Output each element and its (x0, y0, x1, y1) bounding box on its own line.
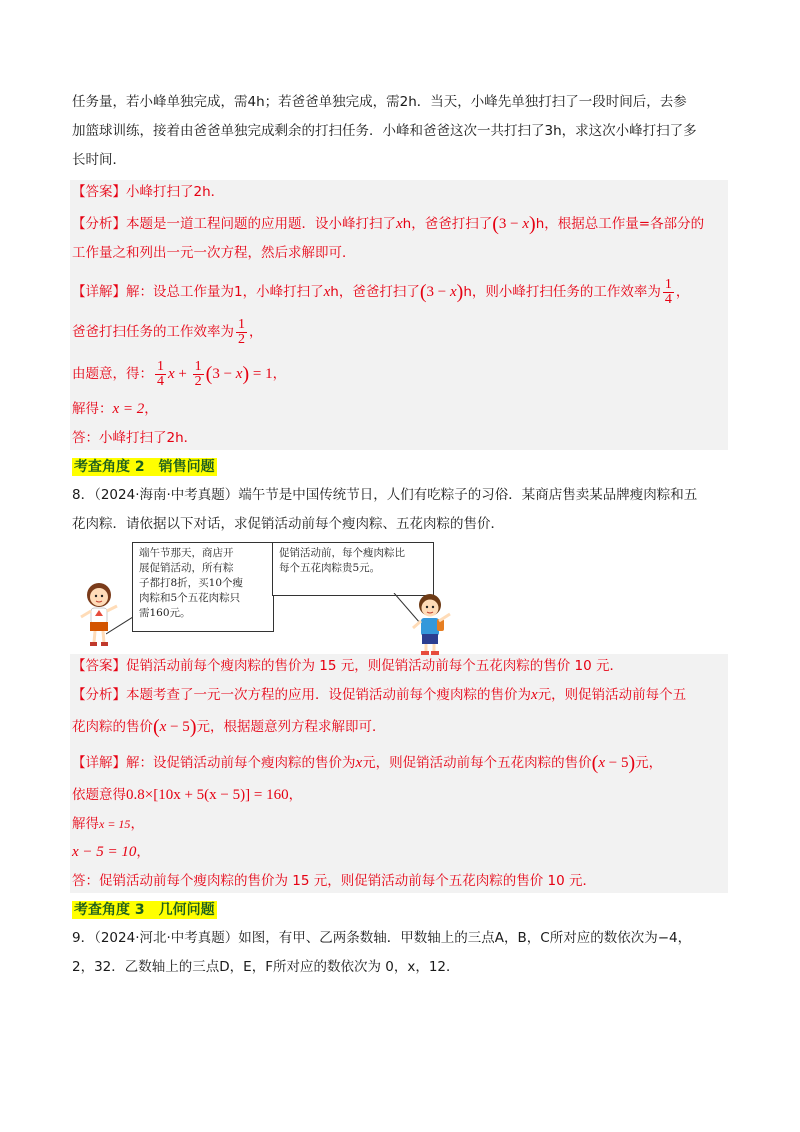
detail-tag: 【详解】 (72, 284, 126, 300)
solve-line-8: 解得x = 15， (72, 816, 144, 832)
analysis-line1-8: 【分析】本题考查了一元一次方程的应用．设促销活动前每个瘦肉粽的售价为x元，则促销活动前每个五 (72, 687, 687, 703)
equation-line: 由题意，得： $\frac{1}{4}$ x + $\frac{1}{2}$ (3 − x) = 1， (72, 358, 287, 389)
problem9-line1: 9．（2024·河北·中考真题）如图，有甲、乙两条数轴．甲数轴上的三点A，B，C所对应的数依次为−4， (72, 930, 692, 946)
equation-line-8: 依题意得0.8×[10x + 5(x − 5)] = 160， (72, 787, 303, 803)
section-title: 考查角度 2 销售问题 (74, 459, 215, 475)
analysis-line2: 工作量之和列出一元一次方程，然后求解即可． (72, 245, 356, 261)
problem9-line2: 2，32．乙数轴上的三点D，E，F所对应的数依次为 0，x，12． (72, 959, 460, 975)
girl-speech-bubble: 端午节那天，商店开 展促销活动，所有粽 子都打8折，买10个瘦 肉粽和5个五花肉粽只 需160元。 (132, 542, 274, 632)
problem8-line1: 8．（2024·海南·中考真题）端午节是中国传统节日，人们有吃粽子的习俗．某商店售卖某品牌瘦肉粽和五 (72, 487, 698, 503)
analysis-line1: 【分析】本题是一道工程问题的应用题．设小峰打扫了xh，爸爸打扫了(3 − x)h，根据总工作量=各部分的 (72, 213, 705, 235)
answer-text: 小峰打扫了2h． (126, 184, 225, 200)
equation: 0.8×[10x + 5(x − 5)] = 160 (126, 787, 289, 803)
fraction-one-quarter: $\frac{1}{4}$ (664, 276, 672, 307)
section-heading-sales (72, 456, 728, 476)
dialogue-illustration (72, 540, 728, 652)
solve-value: x = 2 (112, 401, 145, 417)
section-title: 考查角度 3 几何问题 (74, 902, 215, 918)
analysis-tag: 【分析】 (72, 216, 126, 232)
solve-line: 解得：x = 2， (72, 401, 158, 417)
solve-line2-8: x − 5 = 10， (72, 844, 150, 860)
document-page (72, 92, 728, 977)
problem7-line1: 任务量，若小峰单独完成，需4h；若爸爸单独完成，需2h．当天，小峰先单独打扫了一段时间后，去参 (72, 94, 687, 110)
answer-tag: 【答案】 (72, 184, 126, 200)
final-answer-8: 答：促销活动前每个瘦肉粽的售价为 15 元，则促销活动前每个五花肉粽的售价 10 元． (72, 873, 597, 889)
boy-speech-bubble: 促销活动前，每个瘦肉粽比 每个五花肉粽贵5元。 (272, 542, 434, 596)
solution-block-7 (70, 180, 728, 450)
analysis-line2-8: 花肉粽的售价(x − 5)元，根据题意列方程求解即可． (72, 716, 386, 738)
final-answer-7: 答：小峰打扫了2h． (72, 430, 198, 446)
boy-illustration (410, 592, 454, 658)
answer-line-8: 【答案】促销活动前每个瘦肉粽的售价为 15 元，则促销活动前每个五花肉粽的售价 10 元． (72, 658, 624, 674)
detail-line1-8: 【详解】解：设促销活动前每个瘦肉粽的售价为x元，则促销活动前每个五花肉粽的售价(x − 5)元， (72, 752, 663, 774)
section-heading-geometry (72, 899, 728, 919)
problem7-line2: 加篮球训练，接着由爸爸单独完成剩余的打扫任务．小峰和爸爸这次一共打扫了3h，求这次小峰打扫了多 (72, 123, 697, 139)
problem7-line3: 长时间． (72, 152, 126, 168)
solution-block-8 (70, 654, 728, 893)
var-x: x (396, 216, 403, 232)
detail-line2: 爸爸打扫任务的工作效率为 $\frac{1}{2}$ ， (72, 316, 263, 347)
problem8-line2: 花肉粽．请依据以下对话，求促销活动前每个瘦肉粽、五花肉粽的售价． (72, 516, 504, 532)
detail-line1: 【详解】解：设总工作量为1，小峰打扫了xh，爸爸打扫了(3 − x)h，则小峰打扫任务的工作效率为 $\frac{1}{4}$ ， (72, 276, 690, 307)
answer-line (72, 182, 728, 202)
fraction-one-half: $\frac{1}{2}$ (238, 316, 245, 347)
